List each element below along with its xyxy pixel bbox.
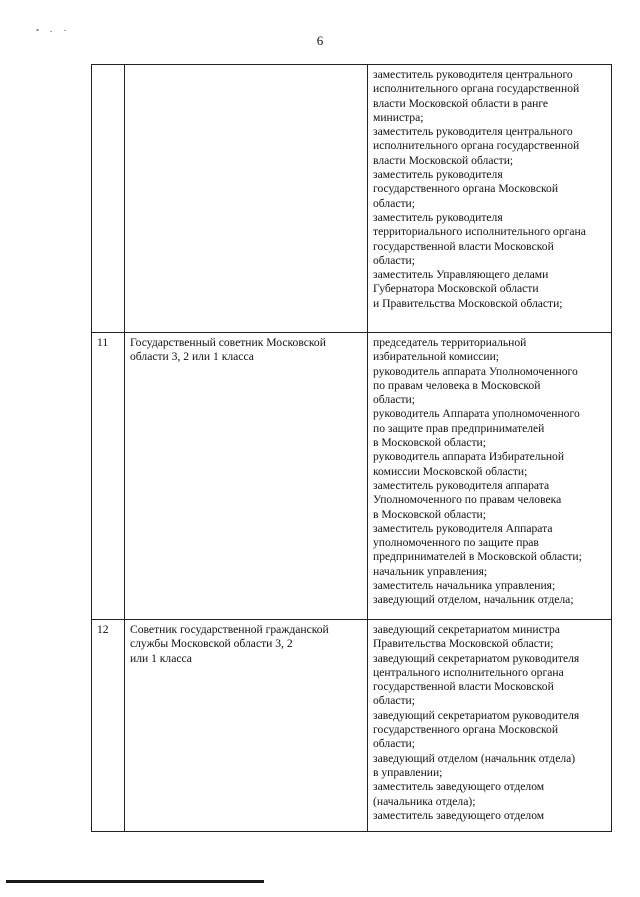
position-text-line: территориального исполнительного органа [373, 225, 586, 239]
row-number-cell [92, 620, 125, 832]
rank-text-line: Советник государственной гражданской [130, 623, 329, 636]
position-text-line: в Московской области; [373, 507, 486, 521]
rank-text-line: службы Московской области 3, 2 [130, 637, 293, 651]
position-text-line: Губернатора Московской области [373, 282, 539, 296]
position-text-line: государственной власти Московской [373, 239, 554, 253]
position-text-line: заместитель руководителя [373, 168, 503, 182]
table-row [92, 65, 612, 333]
position-text-line: в Московской области; [373, 436, 486, 450]
scan-speck [64, 30, 66, 31]
position-text-line: государственной власти Московской [373, 680, 554, 694]
position-text-line: области; [373, 393, 415, 407]
positions-cell [368, 620, 612, 832]
position-text-line: и Правительства Московской области; [373, 296, 563, 310]
positions-table [91, 64, 612, 832]
position-text-line: комиссии Московской области; [373, 464, 528, 478]
page-number: 6 [316, 33, 324, 48]
position-text-line: области; [373, 253, 415, 267]
table-row [92, 333, 612, 620]
position-text-line: государственного органа Московской [373, 182, 559, 196]
rank-cell [125, 65, 368, 333]
position-text-line: государственного органа Московской [373, 723, 559, 737]
position-text-line: области; [373, 737, 415, 751]
positions-cell [368, 333, 612, 620]
position-text-line: начальник управления; [373, 564, 488, 578]
position-text-line: заместитель руководителя центрального [373, 68, 573, 81]
rank-cell [125, 333, 368, 620]
position-text-line: (начальника отдела); [373, 794, 476, 808]
position-text-line: заместитель заведующего отделом [373, 780, 545, 794]
position-text-line: руководитель Аппарата уполномоченного [373, 407, 580, 421]
rank-text-line: или 1 класса [130, 651, 192, 665]
position-text-line: в управлении; [373, 765, 443, 779]
position-text-line: власти Московской области в ранге [373, 96, 549, 110]
position-text-line: по правам человека в Московской [373, 378, 541, 392]
table-row [92, 620, 612, 832]
position-text-line: Правительства Московской области; [373, 637, 554, 651]
rank-cell [125, 620, 368, 832]
row-number: 12 [97, 623, 109, 636]
position-text-line: руководитель аппарата Уполномоченного [373, 364, 578, 378]
position-text-line: председатель территориальной [373, 336, 527, 349]
position-text-line: заведующий отделом (начальник отдела) [373, 751, 576, 765]
position-text-line: заместитель Управляющего делами [373, 268, 549, 282]
row-number: 11 [97, 336, 109, 349]
position-text-line: заместитель заведующего отделом [373, 808, 545, 822]
positions-cell [368, 65, 612, 333]
position-text-line: предпринимателей в Московской области; [373, 550, 582, 564]
position-text-line: заведующий отделом, начальник отдела; [373, 593, 574, 607]
position-text-line: заместитель руководителя центрального [373, 125, 573, 139]
position-text-line: уполномоченного по защите прав [373, 536, 539, 550]
rank-text-line: Государственный советник Московской [130, 336, 326, 349]
position-text-line: центрального исполнительного органа [373, 665, 564, 679]
position-text-line: исполнительного органа государственной [373, 139, 580, 153]
rank-text-line: области 3, 2 или 1 класса [130, 350, 254, 364]
position-text-line: заместитель руководителя аппарата [373, 478, 550, 492]
position-text-line: Уполномоченного по правам человека [373, 493, 562, 507]
position-text-line: заведующий секретариатом руководителя [373, 708, 580, 722]
row-number-cell [92, 333, 125, 620]
position-text-line: заместитель руководителя Аппарата [373, 521, 553, 535]
position-text-line: заведующий секретариатом министра [373, 623, 560, 636]
position-text-line: по защите прав предпринимателей [373, 421, 545, 435]
position-text-line: власти Московской области; [373, 153, 514, 167]
position-text-line: исполнительного органа государственной [373, 82, 580, 96]
position-text-line: заместитель руководителя [373, 210, 503, 224]
position-text-line: руководитель аппарата Избирательной [373, 450, 565, 464]
scan-speck [36, 29, 39, 31]
position-text-line: избирательной комиссии; [373, 350, 500, 364]
position-text-line: министра; [373, 110, 424, 124]
scan-speck [50, 31, 52, 32]
position-text-line: области; [373, 196, 415, 210]
position-text-line: заведующий секретариатом руководителя [373, 651, 580, 665]
row-number-cell [92, 65, 125, 333]
scan-edge-bar [6, 880, 264, 883]
position-text-line: заместитель начальника управления; [373, 579, 556, 593]
position-text-line: области; [373, 694, 415, 708]
